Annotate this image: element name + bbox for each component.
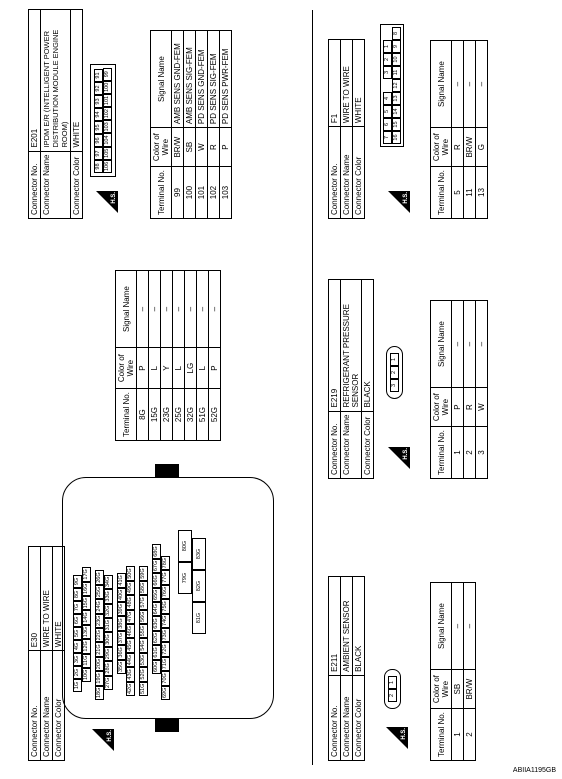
table-row: 100 SB AMB SENS SIG-FEM xyxy=(184,31,196,219)
harness-side-icon: H.S. xyxy=(96,191,118,213)
e219-connector-no: E219 xyxy=(329,280,341,412)
f1-connector-no: F1 xyxy=(329,40,341,127)
harness-side-icon: H.S. xyxy=(386,727,408,749)
e219-connector-name: REFRIGERANT PRESSURE SENSOR xyxy=(341,280,362,412)
e30-header xyxy=(28,546,65,761)
table-row: 13 G – xyxy=(476,41,488,219)
harness-side-icon: H.S. xyxy=(388,447,410,469)
e219-terminal-table: Terminal No. Color of Wire Signal Name 1 P – 2 R – 3 W – xyxy=(430,300,488,479)
table-row: 5 R – xyxy=(452,41,464,219)
section-divider xyxy=(312,10,313,765)
e201-header: Connector No. E201 Connector Name IPDM E/R (INTELLIGENT POWER DISTRIBUTION MODULE ENGINE ROOM) Connector Color WHITE xyxy=(28,9,83,219)
e211-connector-face: 21 xyxy=(384,669,401,709)
table-row: 32G LG – xyxy=(185,271,197,441)
e30-connector-face: 1G 2G 3G 4G 5G 6G 7G 8G 9G 10G 11G 12G 13G 14G 15G 16G 17G 18G 19G 20G 21G 22G 23G 24G 25G 26G 27G 28G 29G 30G 31G 32G 33G 34G 35G 36G 37G 38G 39G 40G 41G 42G 43G 44G 45G 46G 47G 48G 49G 50G 51G 52G 53G 54G 55G 56G 57G 58G 59G 60G 61G 62G 63G 64G 65G 66G 67G 68G 69G 70G 71G 72G 73G 74G 75G 76G 77G 78G 79G 80G 81G 82G 83G xyxy=(62,477,274,719)
col-signal-name: Signal Name xyxy=(116,271,137,348)
table-row: 102 R PD SENS SIG-FEM xyxy=(208,31,220,219)
table-row: 2 BR/W – xyxy=(464,583,476,761)
table-row: 52G P – xyxy=(209,271,221,441)
e201-connector-face: 98 97 96 95 94 93 92 91 106 105 104 103 102 101 100 99 xyxy=(90,64,116,177)
table-row: 11 BR/W – xyxy=(464,41,476,219)
e211-connector-color: BLACK xyxy=(353,577,365,676)
f1-header: Connector No. F1 Connector Name WIRE TO WIRE Connector Color WHITE xyxy=(328,39,365,219)
e211-connector-name: AMBIENT SENSOR xyxy=(341,577,353,676)
table-row: 2 R – xyxy=(464,301,476,479)
table-row: 103 P PD SENS PWR-FEM xyxy=(220,31,232,219)
label-connector-name: Connector Name xyxy=(41,651,53,761)
e30-terminal-table xyxy=(115,270,221,441)
e201-connector-name: IPDM E/R (INTELLIGENT POWER DISTRIBUTION MODULE ENGINE ROOM) xyxy=(41,10,71,152)
e30-connector-no: E30 xyxy=(29,547,41,651)
e201-terminal-table: Terminal No. Color of Wire Signal Name 99 BR/W AMB SENS GND-FEM 100 SB AMB SENS SIG-FEM 101 W PD SENS GND-FEM 102 R PD SENS SIG-FEM 103 P PD SENS PWR-FEM xyxy=(150,30,232,219)
e211-header: Connector No. E211 Connector Name AMBIENT SENSOR Connector Color BLACK xyxy=(328,576,365,761)
table-row: 15G L – xyxy=(149,271,161,441)
f1-connector-face: 7 6 5 4 3 2 1 16 15 14 13 12 11 10 9 8 xyxy=(380,24,404,147)
e30-latch-left xyxy=(155,718,179,732)
e219-connector-color: BLACK xyxy=(362,280,374,412)
table-row: 51G L – xyxy=(197,271,209,441)
table-row: 23G Y – xyxy=(161,271,173,441)
e219-connector-face: 321 xyxy=(386,346,403,399)
table-row: 1 SB – xyxy=(452,583,464,761)
e201-connector-no: E201 xyxy=(29,10,41,152)
table-row: 101 W PD SENS GND-FEM xyxy=(196,31,208,219)
col-terminal-no: Terminal No. xyxy=(116,389,137,441)
e30-connector-name: WIRE TO WIRE xyxy=(41,547,53,651)
harness-side-icon: H.S. xyxy=(92,729,114,751)
e219-header: Connector No. E219 Connector Name REFRIGERANT PRESSURE SENSOR Connector Color BLACK xyxy=(328,279,374,479)
col-color-of-wire: Color of Wire xyxy=(116,348,137,389)
figure-code: ABIIA1195GB xyxy=(512,767,556,774)
table-row: 99 BR/W AMB SENS GND-FEM xyxy=(172,31,184,219)
label-connector-color: Connector Color xyxy=(53,651,65,761)
table-row: 3 W – xyxy=(476,301,488,479)
f1-connector-name: WIRE TO WIRE xyxy=(341,40,353,127)
e30-connector-color: WHITE xyxy=(53,547,65,651)
f1-connector-color: WHITE xyxy=(353,40,365,127)
label-connector-no: Connector No. xyxy=(29,651,41,761)
e201-connector-color: WHITE xyxy=(71,10,83,152)
table-row: 8G P – xyxy=(137,271,149,441)
e211-terminal-table: Terminal No. Color of Wire Signal Name 1 SB – 2 BR/W – xyxy=(430,582,476,761)
table-row: 1 P – xyxy=(452,301,464,479)
f1-terminal-table: Terminal No. Color of Wire Signal Name 5 R – 11 BR/W – 13 G – xyxy=(430,40,488,219)
e211-connector-no: E211 xyxy=(329,577,341,676)
harness-side-icon: H.S. xyxy=(388,191,410,213)
table-row: 25G L – xyxy=(173,271,185,441)
e30-latch-right xyxy=(155,464,179,478)
